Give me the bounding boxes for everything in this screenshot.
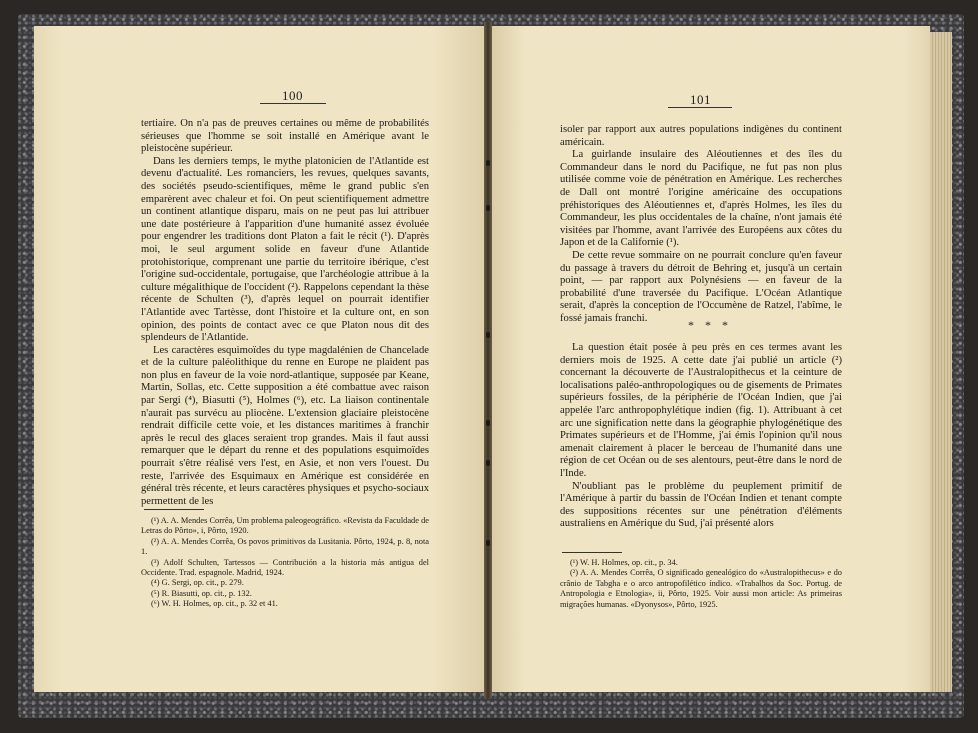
page-number-rule-right: [668, 107, 732, 108]
paragraph: N'oubliant pas le problème du peuplement primitif de l'Amérique à partir du bassin de l'Océan Indien et tenant compte des suppositions récentes sur une pénétration d'éléments australiens en Amérique du Sud, j'ai présenté alors: [560, 480, 842, 530]
paragraph: Dans les derniers temps, le mythe platonicien de l'Atlantide est devenu d'actualité. Les romanciers, les revues, quelques savants, des sociétés pseudo-scientifiques, même le grand public s'en emparèrent avec chaleur et foi. On peut scientifiquement admettre un continent atlantique disparu, mais on ne peut pas lui attribuer une date postérieure à l'apparition d'une humanité assez évoluée pour engendrer les traditions dont Platon a fait le récit (¹). D'après moi, le seul argument solide en faveur d'une Atlantide protohistorique, comprenant une partie du territoire ibérique, c'est l'origine sud-occidentale, portugaise, que l'archéologie attribue à la culture mégalithique de l'occident (²). Rappelons cependant la thèse récente de Schulten (³), d'après lequel on pourrait identifier l'Atlantide avec Tartèsse, dont l'histoire et la culture ont, en son opinion, des points de contact avec ce que Platon nous dit des splendeurs de l'Atlantide.: [141, 155, 429, 344]
page-number-left: 100: [282, 88, 303, 103]
left-page: [34, 26, 486, 692]
paragraph: isoler par rapport aux autres populations indigènes du continent américain.: [560, 124, 842, 148]
left-body-text: [141, 118, 429, 508]
binding-stitch: [486, 332, 490, 338]
footnote: (³) Adolf Schulten, Tartessos — Contribución a la historia más antigua del Occidente. Trad. espagnole. Madrid, 1924.: [141, 557, 429, 578]
paragraph: Les caractères esquimoïdes du type magdalénien de Chancelade et de la culture paléolithique du renne en Europe ne plaident pas non plus en faveur de la voie nord-atlantique, supposée par Keane, Martin, Sollas, etc. Cette supposition a été combattue avec raison par Sergi (⁴), Biasutti (⁵), Holmes (⁶), etc. La liaison continentale n'aurait pas survécu au pliocène. L'extension glaciaire pleistocène rendrait difficile cette voie, et les distances maritimes à franchir après le recul des glaces seraient trop grandes. Mais il faut aussi remarquer que le départ du renne et des populations esquimoïdes pourrait s'être réalisé vers l'est, en Asie, et non vers l'ouest. Du reste, l'arrivée des Esquimaux en Amérique est considérée en général très récente, et leurs caractères physiques et psycho-sociaux permettent de les: [141, 344, 429, 507]
right-body-text-bottom: [560, 342, 842, 531]
right-page: [490, 26, 930, 692]
footnote: (²) A. A. Mendes Corrêa, O significado genealógico do «Australopithecus» e do crânio de Tabgha e o arco antropofilético índico. «Trabalhos da Soc. Portug. de Antropologia e Etnologia», ii, Pôrto, 1925. Voir aussi mon article: As primeiras migrações humanas. «Dyonysos», Pôrto, 1925.: [560, 568, 842, 609]
page-number-right: 101: [690, 92, 711, 107]
paragraph: De cette revue sommaire on ne pourrait conclure qu'en faveur du passage à travers du détroit de Behring et, jusqu'à un certain point, — par rapport aux Polynésiens — en faveur de la probabilité d'une traversée du Pacifique. L'Océan Atlantique serait, d'après la conception de l'Occumène de Ratzel, l'abîme, le fossé jamais franchi.: [560, 249, 842, 324]
binding-stitch: [486, 540, 490, 546]
footnote-rule-right: [562, 552, 622, 553]
footnote: (¹) A. A. Mendes Corrêa, Um problema paleogeográfico. «Revista da Faculdade de Letras do Pôrto», i, Pôrto, 1920.: [141, 516, 429, 536]
footnote: (⁴) G. Sergi, op. cit., p. 279.: [151, 578, 244, 588]
binding-stitch: [486, 420, 490, 426]
right-body-text-top: [560, 124, 842, 326]
footnote: (²) A. A. Mendes Corrêa, Os povos primitivos da Lusitania. Pôrto, 1924, p. 8, nota 1.: [141, 536, 429, 557]
footnote: (¹) W. H. Holmes, op. cit., p. 34.: [570, 558, 678, 567]
left-footnotes: [141, 516, 429, 610]
binding-stitch: [486, 160, 490, 166]
binding-stitch: [486, 205, 490, 211]
paragraph: La guirlande insulaire des Aléoutiennes et des îles du Commandeur dans le nord du Pacifique, ne fut pas non plus utilisée comme voie de pénétration en Amérique. Les recherches de Dall ont montré l'origine américaine des occupations préhistoriques des Aléoutiennes et, d'après Holmes, les îles du Commandeur, les plus occidentales de la chaîne, n'ont jamais été visitées par l'homme, avant l'arrivée des Européens aux côtes du Japon et de la Californie (¹).: [560, 149, 842, 249]
section-separator: * * *: [688, 318, 732, 332]
page-edges: [930, 32, 952, 692]
paragraph: tertiaire. On n'a pas de preuves certaines ou même de probabilités sérieuses que l'homme se soit installé en Amérique avant le pleistocène supérieur.: [141, 118, 429, 155]
footnote: (⁶) W. H. Holmes, op. cit., p. 32 et 41.: [151, 599, 278, 609]
page-number-rule-left: [260, 103, 326, 104]
right-footnotes: [560, 558, 842, 610]
book-spine: [484, 22, 492, 698]
footnote: (⁵) R. Biasutti, op. cit., p. 132.: [151, 588, 252, 598]
binding-stitch: [486, 460, 490, 466]
footnote-rule-left: [144, 509, 204, 510]
paragraph: La question était posée à peu près en ces termes avant les derniers mois de 1925. A cette date j'ai publié un article (²) concernant la découverte de l'Australopithecus et la ceinture de localisations paléo-anthropologiques ou de gisements de Primates supérieurs fossiles, de la périphérie de l'Océan Indien, que j'ai appelée l'arc anthropophylétique indien (fig. 1). Attribuant à cet arc une signification nette dans la géographie phylogénétique des Primates supérieurs et de l'Homme, j'ai émis l'opinion qu'il nous amenait clairement à placer le berceau de l'humanité dans une région de cet Océan ou de ses alentours, peut-être dans le nord de l'Inde.: [560, 342, 842, 479]
